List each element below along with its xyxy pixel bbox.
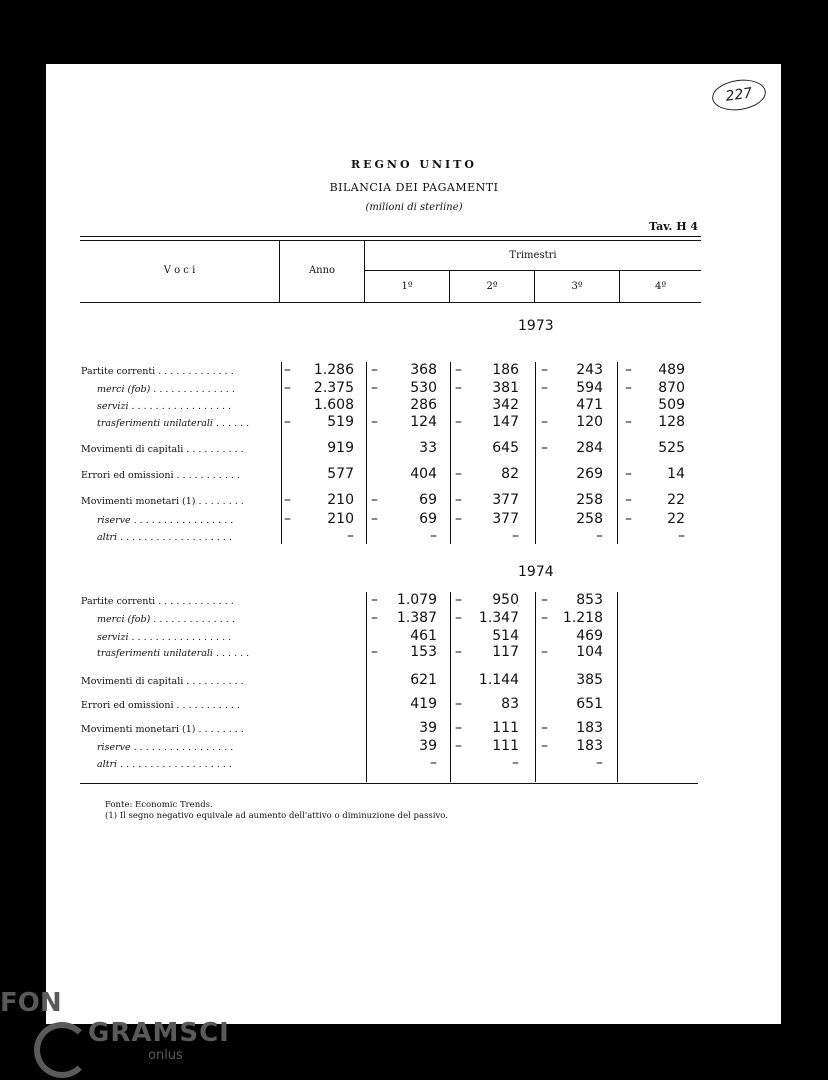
- column-rule: [535, 362, 536, 544]
- col-header-q4: 4º: [654, 281, 667, 292]
- cell-value: 377: [492, 511, 519, 527]
- table-cell: [455, 592, 519, 610]
- cell-sign: –: [455, 466, 462, 482]
- cell-sign: –: [541, 644, 548, 660]
- table-cell: [284, 380, 354, 398]
- table-cell: [371, 466, 437, 484]
- col-header-anno: Anno: [308, 265, 336, 276]
- cell-value: 104: [576, 644, 603, 660]
- table-cell: [625, 720, 685, 738]
- cell-value: 258: [576, 511, 603, 527]
- table-cell: [455, 755, 519, 773]
- table-cell: [455, 414, 519, 432]
- table-cell: [284, 592, 354, 610]
- cell-sign: –: [625, 511, 632, 527]
- table-cell: [541, 755, 603, 773]
- table-cell: [284, 644, 354, 662]
- header-top-rule-2: [80, 240, 701, 241]
- cell-sign: –: [541, 440, 548, 456]
- cell-value: 210: [327, 492, 354, 508]
- cell-sign: –: [455, 644, 462, 660]
- table-cell: [625, 644, 685, 662]
- cell-sign: –: [625, 362, 632, 378]
- table-cell: [284, 511, 354, 529]
- watermark-logo-icon: [34, 1022, 90, 1078]
- cell-sign: –: [284, 362, 291, 378]
- cell-value: 120: [576, 414, 603, 430]
- cell-sign: –: [371, 492, 378, 508]
- table-cell: [284, 528, 354, 546]
- table-cell: [625, 397, 685, 415]
- cell-value: 1.608: [313, 397, 354, 413]
- cell-sign: –: [455, 610, 462, 626]
- cell-value: 210: [327, 511, 354, 527]
- table-cell: [541, 644, 603, 662]
- table-cell: [625, 696, 685, 714]
- cell-value: –: [430, 755, 437, 771]
- cell-sign: –: [371, 380, 378, 396]
- cell-value: 183: [576, 738, 603, 754]
- table-bottom-rule: [80, 783, 698, 784]
- document-title: REGNO UNITO: [351, 158, 477, 171]
- table-cell: [284, 414, 354, 432]
- cell-value: 519: [327, 414, 354, 430]
- cell-sign: –: [455, 380, 462, 396]
- cell-value: 269: [576, 466, 603, 482]
- page-number-annotation: 227: [710, 76, 768, 113]
- cell-sign: –: [371, 414, 378, 430]
- cell-value: 2.375: [313, 380, 354, 396]
- col-header-trimestri: Trimestri: [509, 250, 557, 261]
- cell-value: 1.286: [313, 362, 354, 378]
- table-cell: [284, 738, 354, 756]
- row-label: Partite correnti . . . . . . . . . . . . .: [81, 366, 234, 377]
- table-cell: [541, 672, 603, 690]
- cell-sign: –: [541, 738, 548, 754]
- cell-sign: –: [284, 492, 291, 508]
- cell-sign: –: [541, 414, 548, 430]
- cell-value: 651: [576, 696, 603, 712]
- row-label: Partite correnti . . . . . . . . . . . . .: [81, 596, 234, 607]
- cell-value: 381: [492, 380, 519, 396]
- cell-value: 525: [658, 440, 685, 456]
- cell-sign: –: [455, 738, 462, 754]
- table-cell: [371, 610, 437, 628]
- cell-value: 594: [576, 380, 603, 396]
- cell-value: 258: [576, 492, 603, 508]
- cell-value: 39: [419, 738, 437, 754]
- cell-value: 111: [492, 738, 519, 754]
- cell-value: 377: [492, 492, 519, 508]
- cell-value: 83: [501, 696, 519, 712]
- table-cell: [541, 466, 603, 484]
- column-rule: [450, 592, 451, 782]
- cell-value: 147: [492, 414, 519, 430]
- cell-value: 342: [492, 397, 519, 413]
- table-cell: [284, 720, 354, 738]
- cell-value: 514: [492, 628, 519, 644]
- trimestri-rule: [364, 270, 701, 271]
- year-heading: 1973: [518, 318, 554, 334]
- table-cell: [541, 720, 603, 738]
- cell-value: 1.079: [396, 592, 437, 608]
- cell-sign: –: [284, 380, 291, 396]
- cell-value: 419: [410, 696, 437, 712]
- table-cell: [284, 696, 354, 714]
- cell-sign: –: [541, 362, 548, 378]
- cell-value: 39: [419, 720, 437, 736]
- row-label: riserve . . . . . . . . . . . . . . . . .: [97, 742, 234, 753]
- table-cell: [371, 511, 437, 529]
- row-label: merci (fob) . . . . . . . . . . . . . .: [97, 384, 235, 395]
- table-cell: [455, 696, 519, 714]
- col-header-voci: V o c i: [163, 265, 196, 276]
- table-cell: [541, 414, 603, 432]
- cell-value: 1.347: [478, 610, 519, 626]
- table-cell: [371, 738, 437, 756]
- cell-value: 471: [576, 397, 603, 413]
- table-cell: [541, 492, 603, 510]
- table-cell: [371, 592, 437, 610]
- cell-value: 645: [492, 440, 519, 456]
- table-cell: [625, 492, 685, 510]
- cell-value: 186: [492, 362, 519, 378]
- table-cell: [625, 362, 685, 380]
- cell-sign: –: [455, 696, 462, 712]
- cell-value: 853: [576, 592, 603, 608]
- cell-sign: –: [625, 414, 632, 430]
- row-label: trasferimenti unilaterali . . . . . .: [97, 648, 250, 659]
- unit-label: (milioni di sterline): [365, 202, 463, 213]
- table-cell: [284, 610, 354, 628]
- watermark-text-2: GRAMSCI: [88, 1018, 230, 1048]
- watermark-text-3: onlus: [148, 1048, 183, 1063]
- table-cell: [455, 380, 519, 398]
- table-cell: [541, 380, 603, 398]
- table-cell: [455, 440, 519, 458]
- table-cell: [541, 696, 603, 714]
- cell-sign: –: [541, 380, 548, 396]
- cell-value: –: [596, 755, 603, 771]
- row-label: Movimenti di capitali . . . . . . . . . .: [81, 444, 244, 455]
- row-label: Movimenti monetari (1) . . . . . . . .: [81, 496, 244, 507]
- cell-sign: –: [371, 362, 378, 378]
- table-cell: [625, 672, 685, 690]
- cell-value: –: [678, 528, 685, 544]
- header-top-rule: [80, 236, 701, 237]
- row-label: Movimenti monetari (1) . . . . . . . .: [81, 724, 244, 735]
- table-cell: [625, 592, 685, 610]
- table-cell: [455, 672, 519, 690]
- cell-sign: –: [625, 492, 632, 508]
- row-label: Errori ed omissioni . . . . . . . . . . .: [81, 700, 240, 711]
- column-rule: [366, 362, 367, 544]
- table-cell: [455, 511, 519, 529]
- cell-value: 469: [576, 628, 603, 644]
- table-cell: [541, 440, 603, 458]
- cell-value: 530: [410, 380, 437, 396]
- table-cell: [284, 397, 354, 415]
- cell-sign: –: [371, 610, 378, 626]
- table-cell: [455, 610, 519, 628]
- table-cell: [284, 362, 354, 380]
- cell-sign: –: [541, 720, 548, 736]
- column-rule: [617, 592, 618, 782]
- cell-value: 124: [410, 414, 437, 430]
- table-cell: [371, 440, 437, 458]
- table-cell: [284, 440, 354, 458]
- table-cell: [371, 492, 437, 510]
- document-subtitle: BILANCIA DEI PAGAMENTI: [329, 181, 499, 194]
- table-cell: [371, 696, 437, 714]
- cell-value: 385: [576, 672, 603, 688]
- table-cell: [541, 362, 603, 380]
- table-cell: [284, 466, 354, 484]
- table-cell: [284, 755, 354, 773]
- col-header-q1: 1º: [401, 281, 413, 292]
- row-label: altri . . . . . . . . . . . . . . . . . . .: [97, 759, 232, 770]
- cell-value: –: [347, 528, 354, 544]
- table-cell: [541, 511, 603, 529]
- column-rule: [450, 362, 451, 544]
- cell-value: 950: [492, 592, 519, 608]
- table-cell: [625, 380, 685, 398]
- cell-sign: –: [455, 592, 462, 608]
- cell-value: 69: [419, 492, 437, 508]
- column-rule: [535, 592, 536, 782]
- cell-value: 919: [327, 440, 354, 456]
- cell-sign: –: [455, 511, 462, 527]
- table-cell: [625, 755, 685, 773]
- table-cell: [371, 414, 437, 432]
- table-cell: [455, 644, 519, 662]
- cell-sign: –: [541, 592, 548, 608]
- table-cell: [371, 380, 437, 398]
- table-cell: [455, 738, 519, 756]
- cell-sign: –: [625, 380, 632, 396]
- row-label: Errori ed omissioni . . . . . . . . . . .: [81, 470, 240, 481]
- cell-sign: –: [455, 362, 462, 378]
- table-cell: [625, 528, 685, 546]
- cell-sign: –: [455, 414, 462, 430]
- table-cell: [625, 738, 685, 756]
- row-label: merci (fob) . . . . . . . . . . . . . .: [97, 614, 235, 625]
- header-bottom-rule: [80, 302, 701, 303]
- table-cell: [371, 528, 437, 546]
- cell-value: 1.144: [478, 672, 519, 688]
- cell-value: 284: [576, 440, 603, 456]
- cell-sign: –: [284, 511, 291, 527]
- table-cell: [625, 440, 685, 458]
- cell-value: 404: [410, 466, 437, 482]
- table-cell: [455, 528, 519, 546]
- cell-value: –: [512, 755, 519, 771]
- cell-value: 577: [327, 466, 354, 482]
- cell-value: 111: [492, 720, 519, 736]
- cell-sign: –: [371, 592, 378, 608]
- cell-value: 461: [410, 628, 437, 644]
- cell-sign: –: [455, 492, 462, 508]
- table-cell: [625, 466, 685, 484]
- cell-value: 22: [667, 511, 685, 527]
- cell-sign: –: [625, 466, 632, 482]
- table-cell: [455, 362, 519, 380]
- row-label: trasferimenti unilaterali . . . . . .: [97, 418, 250, 429]
- col-header-q2: 2º: [486, 281, 498, 292]
- cell-value: 870: [658, 380, 685, 396]
- table-cell: [541, 528, 603, 546]
- cell-value: 117: [492, 644, 519, 660]
- table-cell: [371, 362, 437, 380]
- table-cell: [284, 492, 354, 510]
- cell-value: 69: [419, 511, 437, 527]
- column-rule: [281, 362, 282, 544]
- cell-sign: –: [284, 414, 291, 430]
- cell-value: 509: [658, 397, 685, 413]
- footnote-source: Fonte: Economic Trends.: [105, 800, 213, 810]
- watermark-text-1: FON: [0, 988, 62, 1018]
- cell-value: –: [596, 528, 603, 544]
- cell-value: 1.218: [562, 610, 603, 626]
- row-label: altri . . . . . . . . . . . . . . . . . . .: [97, 532, 232, 543]
- table-cell: [541, 592, 603, 610]
- cell-value: 1.387: [396, 610, 437, 626]
- cell-sign: –: [541, 610, 548, 626]
- column-rule: [366, 592, 367, 782]
- cell-value: –: [430, 528, 437, 544]
- table-cell: [455, 492, 519, 510]
- table-cell: [541, 738, 603, 756]
- table-cell: [625, 511, 685, 529]
- cell-value: 368: [410, 362, 437, 378]
- table-cell: [625, 414, 685, 432]
- cell-value: –: [512, 528, 519, 544]
- table-cell: [371, 397, 437, 415]
- table-cell: [371, 720, 437, 738]
- table-cell: [371, 755, 437, 773]
- table-cell: [455, 466, 519, 484]
- table-cell: [625, 610, 685, 628]
- column-rule: [617, 362, 618, 544]
- table-cell: [371, 672, 437, 690]
- cell-value: 183: [576, 720, 603, 736]
- cell-value: 33: [419, 440, 437, 456]
- row-label: servizi . . . . . . . . . . . . . . . . .: [97, 632, 232, 643]
- cell-value: 621: [410, 672, 437, 688]
- table-reference: Tav. H 4: [649, 220, 699, 233]
- cell-sign: –: [455, 720, 462, 736]
- table-cell: [455, 720, 519, 738]
- cell-value: 153: [410, 644, 437, 660]
- cell-value: 128: [658, 414, 685, 430]
- table-cell: [284, 672, 354, 690]
- cell-value: 22: [667, 492, 685, 508]
- row-label: riserve . . . . . . . . . . . . . . . . .: [97, 515, 234, 526]
- row-label: servizi . . . . . . . . . . . . . . . . .: [97, 401, 232, 412]
- cell-value: 286: [410, 397, 437, 413]
- cell-sign: –: [371, 644, 378, 660]
- footnote-1: (1) Il segno negativo equivale ad aumento dell'attivo o diminuzione del passivo.: [105, 811, 448, 821]
- table-cell: [541, 397, 603, 415]
- cell-value: 489: [658, 362, 685, 378]
- cell-value: 14: [667, 466, 685, 482]
- year-heading: 1974: [518, 564, 554, 580]
- table-cell: [371, 644, 437, 662]
- cell-value: 243: [576, 362, 603, 378]
- table-cell: [541, 610, 603, 628]
- cell-value: 82: [501, 466, 519, 482]
- table-cell: [455, 397, 519, 415]
- row-label: Movimenti di capitali . . . . . . . . . .: [81, 676, 244, 687]
- col-header-q3: 3º: [571, 281, 583, 292]
- cell-sign: –: [371, 511, 378, 527]
